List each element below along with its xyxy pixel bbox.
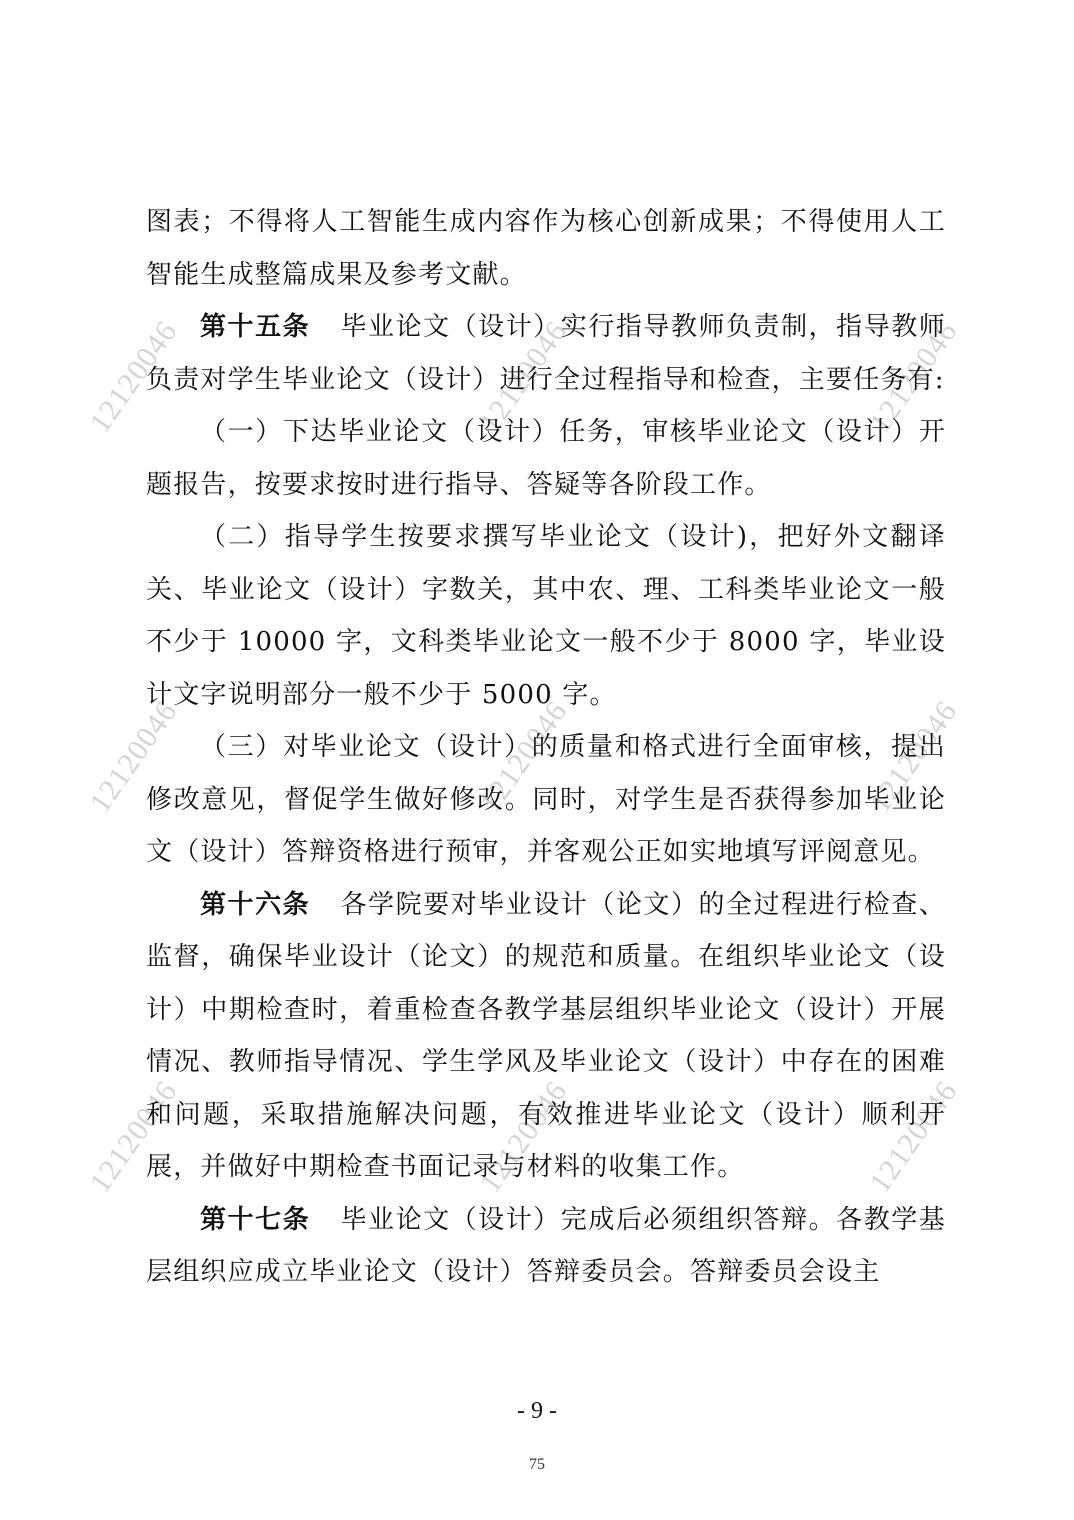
page-number: - 9 - [517, 1398, 557, 1424]
article-17 [146, 1194, 946, 1299]
watermark: 12120046 [863, 1074, 964, 1199]
paragraph-text: （二）指导学生按要求撰写毕业论文（设计)，把好外文翻译关、毕业论文（设计）字数关，其中农、理、工科类毕业论文一般不少于 10000 字，文科类毕业论文一般不少于 8000 字，毕业设计文字说明部分一般不少于 5000 字。 [146, 522, 946, 710]
article-heading: 第十六条 [200, 889, 311, 920]
paragraph-text: 图表；不得将人工智能生成内容作为核心创新成果；不得使用人工智能生成整篇成果及参考文献。 [146, 207, 946, 290]
paragraph-text: 各学院要对毕业设计（论文）的全过程进行检查、监督，确保毕业设计（论文）的规范和质量。在组织毕业论文（设计）中期检查时，着重检查各教学基层组织毕业论文（设计）开展情况、教师指导情况、学生学风及毕业论文（设计）中存在的困难和问题，采取措施解决问题，有效推进毕业论文（设计）顺利开展，并做好中期检查书面记录与材料的收集工作。 [146, 889, 946, 1182]
list-item-1 [146, 406, 946, 511]
watermark: 12120046 [83, 1074, 184, 1199]
watermark: 12120046 [473, 1074, 574, 1199]
watermark: 12120046 [473, 694, 574, 819]
watermark: 12120046 [83, 694, 184, 819]
list-item-2 [146, 511, 946, 721]
paragraph-text: 毕业论文（设计）实行指导教师负责制，指导教师负责对学生毕业论文（设计）进行全过程指导和检查，主要任务有: [146, 312, 946, 395]
paragraph-text: （一）下达毕业论文（设计）任务，审核毕业论文（设计）开题报告，按要求按时进行指导、答疑等各阶段工作。 [146, 417, 946, 500]
watermark: 12120046 [863, 694, 964, 819]
article-heading: 第十七条 [200, 1204, 311, 1235]
watermark: 12120046 [863, 314, 964, 439]
watermark: 12120046 [473, 314, 574, 439]
article-heading: 第十五条 [200, 312, 311, 342]
paragraph-text: （三）对毕业论文（设计）的质量和格式进行全面审核，提出修改意见，督促学生做好修改。同时，对学生是否获得参加毕业论文（设计）答辩资格进行预审，并客观公正如实地填写评阅意见。 [146, 732, 946, 867]
article-15 [146, 301, 946, 406]
document-body [146, 196, 946, 1299]
list-item-3 [146, 721, 946, 879]
paragraph-text: 毕业论文（设计）完成后必须组织答辩。各教学基层组织应成立毕业论文（设计）答辩委员会。答辩委员会设主 [146, 1204, 946, 1287]
watermark: 12120046 [83, 314, 184, 439]
article-16 [146, 879, 946, 1194]
paragraph-continuation [146, 196, 946, 301]
sheet-number: 75 [529, 1456, 545, 1473]
